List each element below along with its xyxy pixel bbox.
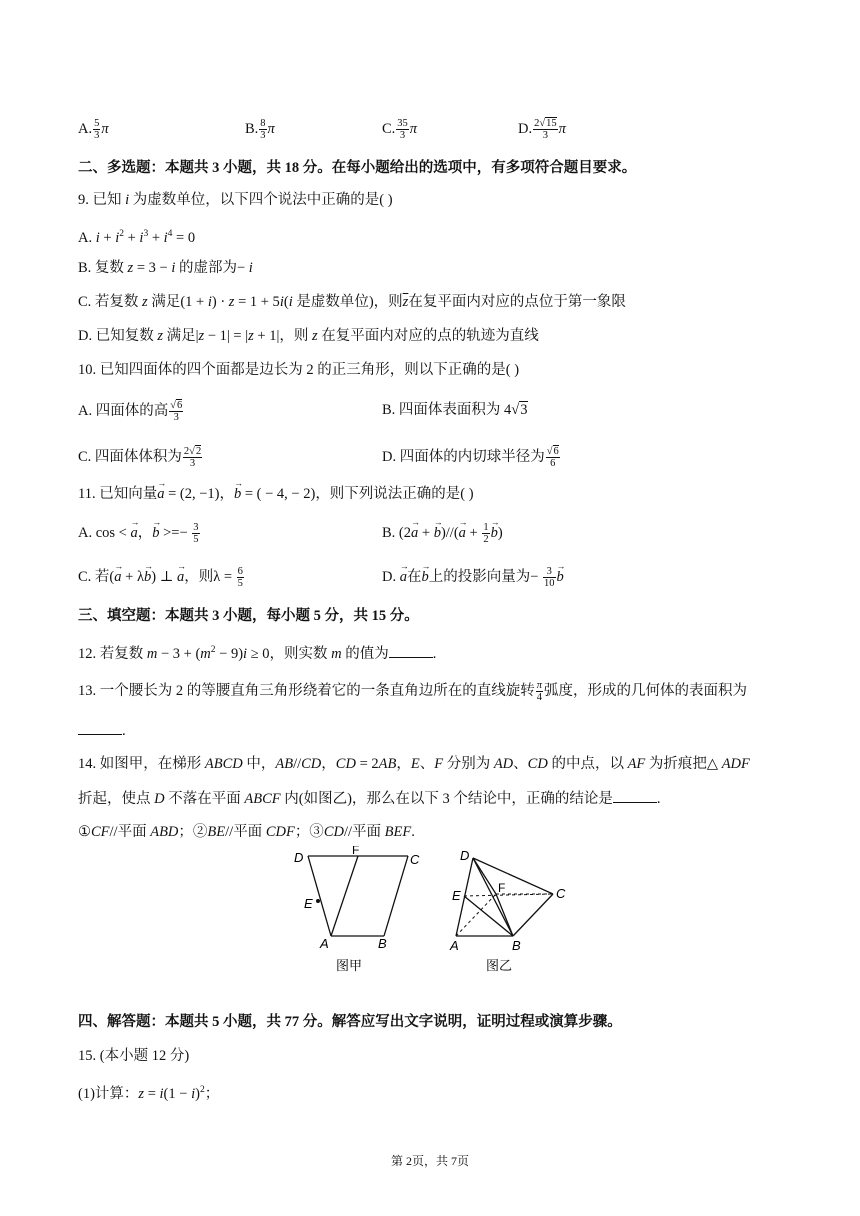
figure-trapezoid: [286, 846, 426, 976]
fig1-label-a: A: [320, 936, 329, 951]
q13-stem: 13. 一个腰长为 2 的等腰直角三角形绕着它的一条直角边所在的直线旋转 $\frac{\pi}{4}$ 弧度，形成的几何体的表面积为: [78, 680, 748, 703]
fig2-label-d: D: [460, 848, 470, 863]
figure-tetrahedron: [448, 846, 578, 976]
q14-line-2: 折起，使点 D 不落在平面 ABCF 内(如图乙)，那么在以下 3 个结论中，正确的结论是 .: [78, 788, 661, 809]
section-2-title: 二、多选题：本题共 3 小题，共 18 分。在每小题给出的选项中，有多项符合题目要求。: [78, 160, 637, 176]
q9-stem: 9. 已知 i 为虚数单位，以下四个说法中正确的是( ): [78, 192, 393, 208]
q11-stem: 11. 已知向量→ a = (2, −1)，→ b = ( − 4, − 2)，则下列说法正确的是( ): [78, 484, 474, 504]
q8-option-a: A. $\frac{5}{3}$ π: [78, 118, 109, 141]
fig1-caption: 图甲: [336, 958, 363, 973]
q10-option-c: C. 四面体体积为 $\frac{2√2}{3}$: [78, 446, 202, 469]
q11-option-c: C. 若(→ a + λ→ b) ⊥ → a，则λ = $\frac{6}{5}$: [78, 566, 245, 589]
q15-stem: 15. (本小题 12 分): [78, 1048, 190, 1064]
fig1-label-c: C: [410, 852, 420, 867]
q10-option-d: D. 四面体的内切球半径为 $\frac{√6}{6}$: [382, 446, 559, 469]
fig1-label-f: F: [352, 846, 360, 857]
q14-line-1: 14. 如图甲，在梯形 ABCD 中，AB//CD，CD = 2AB，E、F 分别为 AD、CD 的中点，以 AF 为折痕把△ ADF: [78, 756, 750, 772]
q12-stem: 12. 若复数 $m - 3 + (m^2 - 9)i \ge 0$，则实数 m 的值为 .: [78, 640, 436, 664]
fig1-label-d: D: [294, 850, 304, 865]
section-4-title: 四、解答题：本题共 5 小题，共 77 分。解答应写出文字说明，证明过程或演算步骤。: [78, 1014, 622, 1030]
q13-answer-blank: .: [78, 720, 126, 741]
fig1-label-e: E: [304, 896, 313, 911]
q9-option-b: B. 复数 z = 3 − i 的虚部为− i: [78, 260, 253, 276]
q14-conclusions: ①CF//平面 ABD；②BE//平面 CDF；③CD//平面 BEF.: [78, 824, 415, 840]
fig2-caption: 图乙: [486, 958, 513, 973]
q10-option-b: B. 四面体表面积为 4√3: [382, 402, 528, 418]
fig2-label-c: C: [556, 886, 566, 901]
q11-option-a: A. cos < → a，→ b >=− $\frac{3}{5}$: [78, 522, 201, 545]
page-footer: 第 2页，共 7页: [390, 1154, 469, 1168]
fig2-label-a: A: [450, 938, 459, 953]
q9-option-a: A. $i + i^2 + i^3 + i^4 = 0$: [78, 229, 196, 246]
q11-option-b: B. (2→ a + → b)//(→ a + $\frac{1}{2}$ → b): [382, 522, 503, 545]
q10-stem: 10. 已知四面体的四个面都是边长为 2 的正三角形，则以下正确的是( ): [78, 362, 520, 378]
q9-option-c: C. 若复数 z 满足(1 + i) · z = 1 + 5i(i 是虚数单位)，则$\overline{z}$在复平面内对应的点位于第一象限: [78, 294, 626, 310]
fig2-label-f: F: [498, 881, 506, 895]
q15-part-1: (1)计算：$z = i(1 - i)^2$；: [78, 1085, 220, 1102]
section-3-title: 三、填空题：本题共 3 小题，每小题 5 分，共 15 分。: [78, 608, 419, 624]
q8-option-d: D. $\frac{2√15}{3}$ π: [518, 118, 566, 141]
fig2-label-e: E: [452, 888, 461, 903]
q10-option-a: A. 四面体的高 $\frac{√6}{3}$: [78, 400, 183, 423]
q8-option-c: C. $\frac{35}{3}$ π: [382, 118, 418, 141]
fig1-label-b: B: [378, 936, 387, 951]
fig2-label-b: B: [512, 938, 521, 953]
q11-option-d: D. → a在→ b上的投影向量为− $\frac{3}{10}$ → b: [382, 566, 564, 589]
q8-option-b: B. $\frac{8}{3}$ π: [245, 118, 275, 141]
q9-option-d: D. 已知复数 z 满足|z − 1| = |z + 1|，则 z 在复平面内对应的点的轨迹为直线: [78, 328, 539, 344]
